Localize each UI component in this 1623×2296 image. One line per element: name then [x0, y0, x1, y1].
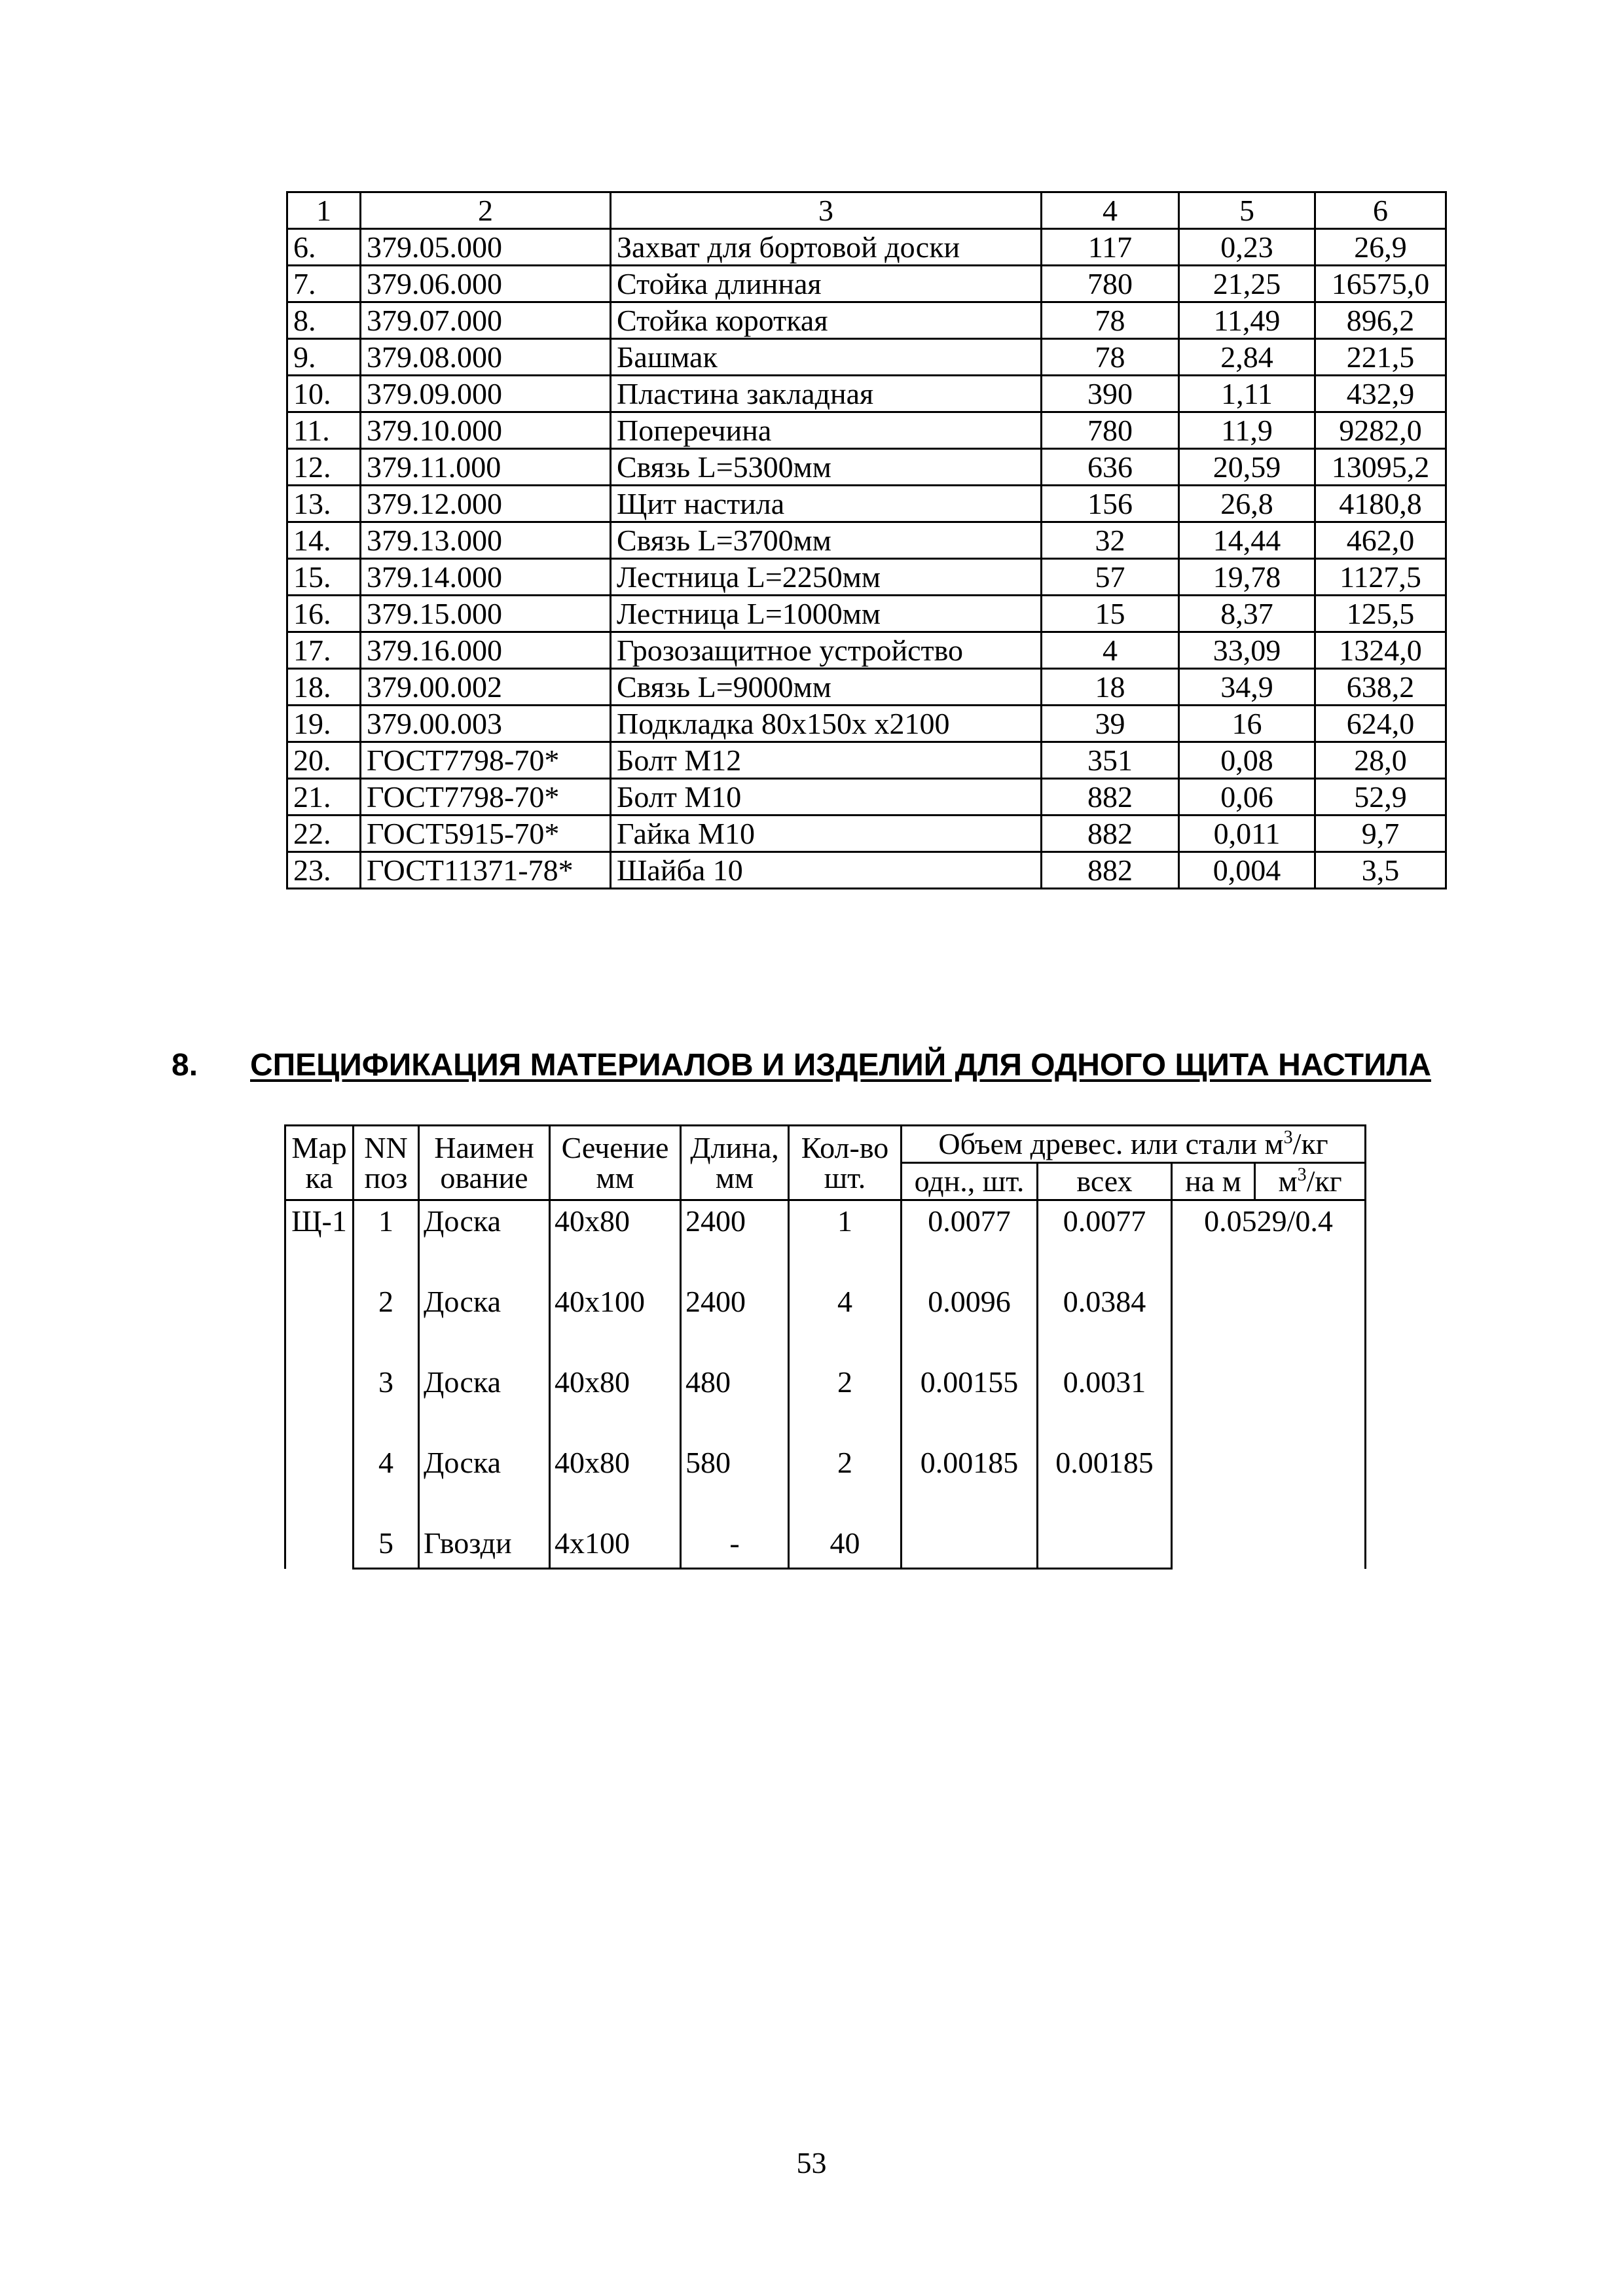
volume-total: 0.0077	[1038, 1200, 1172, 1282]
volume-per-unit: 0.00155	[902, 1362, 1038, 1443]
unit-mass: 0,004	[1179, 852, 1315, 889]
unit-mass: 8,37	[1179, 596, 1315, 632]
row-number: 17.	[287, 632, 361, 669]
position: 4	[354, 1443, 419, 1523]
item-name: Доска	[419, 1443, 550, 1523]
unit-mass: 20,59	[1179, 449, 1315, 486]
unit-mass: 2,84	[1179, 339, 1315, 376]
quantity: 4	[1042, 632, 1179, 669]
designation: ГОСТ5915-70*	[361, 816, 611, 852]
row-number: 21.	[287, 779, 361, 816]
table-row	[287, 449, 1446, 486]
designation: 379.12.000	[361, 486, 611, 522]
page-number: 53	[796, 2146, 827, 2179]
quantity: 2	[789, 1443, 902, 1523]
unit-mass: 16	[1179, 706, 1315, 742]
item-name: Доска	[419, 1200, 550, 1282]
quantity: 636	[1042, 449, 1179, 486]
designation: 379.07.000	[361, 302, 611, 339]
column-number: 1	[287, 192, 361, 229]
table2-header-row-1	[285, 1126, 1366, 1163]
designation: 379.00.003	[361, 706, 611, 742]
position: 1	[354, 1200, 419, 1282]
table-row	[287, 486, 1446, 522]
volume-per-unit	[902, 1523, 1038, 1569]
table-row	[287, 816, 1446, 852]
header-name: Наимен ование	[419, 1126, 550, 1200]
length: 580	[681, 1443, 789, 1523]
total-mass: 3,5	[1315, 852, 1446, 889]
unit-mass: 11,49	[1179, 302, 1315, 339]
unit-mass: 14,44	[1179, 522, 1315, 559]
row-number: 20.	[287, 742, 361, 779]
item-name: Стойка длинная	[611, 266, 1042, 302]
per-meter-value: 0.0529/0.4	[1172, 1200, 1366, 1569]
length: 2400	[681, 1200, 789, 1282]
total-mass: 432,9	[1315, 376, 1446, 412]
item-name: Шайба 10	[611, 852, 1042, 889]
quantity: 78	[1042, 339, 1179, 376]
table-header-row	[287, 192, 1446, 229]
item-name: Гайка М10	[611, 816, 1042, 852]
designation: 379.13.000	[361, 522, 611, 559]
position: 3	[354, 1362, 419, 1443]
designation: 379.09.000	[361, 376, 611, 412]
length: 2400	[681, 1282, 789, 1362]
quantity: 78	[1042, 302, 1179, 339]
quantity: 882	[1042, 852, 1179, 889]
table-row	[287, 302, 1446, 339]
unit-mass: 0,08	[1179, 742, 1315, 779]
table-row	[287, 339, 1446, 376]
item-name: Поперечина	[611, 412, 1042, 449]
row-number: 16.	[287, 596, 361, 632]
header-section: Сечение мм	[550, 1126, 681, 1200]
table-row	[287, 706, 1446, 742]
total-mass: 638,2	[1315, 669, 1446, 706]
cross-section: 4х100	[550, 1523, 681, 1569]
designation: ГОСТ7798-70*	[361, 742, 611, 779]
designation: ГОСТ7798-70*	[361, 779, 611, 816]
unit-mass: 0,011	[1179, 816, 1315, 852]
item-name: Связь L=9000мм	[611, 669, 1042, 706]
item-name: Башмак	[611, 339, 1042, 376]
quantity: 32	[1042, 522, 1179, 559]
quantity: 18	[1042, 669, 1179, 706]
unit-mass: 26,8	[1179, 486, 1315, 522]
column-number: 3	[611, 192, 1042, 229]
volume-per-unit: 0.0096	[902, 1282, 1038, 1362]
total-mass: 624,0	[1315, 706, 1446, 742]
row-number: 9.	[287, 339, 361, 376]
quantity: 156	[1042, 486, 1179, 522]
designation: ГОСТ11371-78*	[361, 852, 611, 889]
row-number: 8.	[287, 302, 361, 339]
item-name: Доска	[419, 1362, 550, 1443]
total-mass: 9,7	[1315, 816, 1446, 852]
table-row	[287, 596, 1446, 632]
total-mass: 9282,0	[1315, 412, 1446, 449]
section-heading	[172, 1047, 1481, 1083]
table-row	[287, 632, 1446, 669]
quantity: 15	[1042, 596, 1179, 632]
unit-mass: 0,23	[1179, 229, 1315, 266]
total-mass: 52,9	[1315, 779, 1446, 816]
parts-table	[286, 191, 1447, 889]
table-row	[287, 522, 1446, 559]
item-name: Стойка короткая	[611, 302, 1042, 339]
quantity: 780	[1042, 412, 1179, 449]
table-row	[287, 229, 1446, 266]
table-row	[287, 376, 1446, 412]
table-row	[287, 266, 1446, 302]
quantity: 390	[1042, 376, 1179, 412]
designation: 379.06.000	[361, 266, 611, 302]
item-name: Болт М10	[611, 779, 1042, 816]
item-name: Болт М12	[611, 742, 1042, 779]
header-m3kg: $м^3/кг$	[1255, 1163, 1366, 1200]
item-name: Лестница L=2250мм	[611, 559, 1042, 596]
quantity: 882	[1042, 779, 1179, 816]
cross-section: 40х80	[550, 1362, 681, 1443]
unit-mass: 0,06	[1179, 779, 1315, 816]
mark-cell: Щ-1	[285, 1200, 354, 1569]
quantity: 40	[789, 1523, 902, 1569]
total-mass: 1324,0	[1315, 632, 1446, 669]
column-number: 4	[1042, 192, 1179, 229]
row-number: 22.	[287, 816, 361, 852]
header-volume: Объем древес. или стали $м^3/кг$	[902, 1126, 1366, 1163]
header-mark: Мар ка	[285, 1126, 354, 1200]
quantity: 4	[789, 1282, 902, 1362]
designation: 379.10.000	[361, 412, 611, 449]
item-name: Щит настила	[611, 486, 1042, 522]
total-mass: 26,9	[1315, 229, 1446, 266]
designation: 379.15.000	[361, 596, 611, 632]
quantity: 117	[1042, 229, 1179, 266]
table-row	[287, 742, 1446, 779]
header-length: Длина, мм	[681, 1126, 789, 1200]
volume-total: 0.00185	[1038, 1443, 1172, 1523]
header-per-unit: одн., шт.	[902, 1163, 1038, 1200]
unit-mass: 21,25	[1179, 266, 1315, 302]
row-number: 14.	[287, 522, 361, 559]
total-mass: 896,2	[1315, 302, 1446, 339]
header-qty: Кол-во шт.	[789, 1126, 902, 1200]
total-mass: 221,5	[1315, 339, 1446, 376]
total-mass: 1127,5	[1315, 559, 1446, 596]
cross-section: 40х100	[550, 1282, 681, 1362]
column-number: 2	[361, 192, 611, 229]
quantity: 351	[1042, 742, 1179, 779]
quantity: 39	[1042, 706, 1179, 742]
spec-row	[285, 1200, 1366, 1282]
item-name: Доска	[419, 1282, 550, 1362]
length: 480	[681, 1362, 789, 1443]
quantity: 2	[789, 1362, 902, 1443]
row-number: 10.	[287, 376, 361, 412]
quantity: 1	[789, 1200, 902, 1282]
column-number: 6	[1315, 192, 1446, 229]
designation: 379.14.000	[361, 559, 611, 596]
table-row	[287, 559, 1446, 596]
item-name: Пластина закладная	[611, 376, 1042, 412]
row-number: 15.	[287, 559, 361, 596]
total-mass: 125,5	[1315, 596, 1446, 632]
quantity: 780	[1042, 266, 1179, 302]
row-number: 18.	[287, 669, 361, 706]
row-number: 19.	[287, 706, 361, 742]
item-name: Связь L=5300мм	[611, 449, 1042, 486]
row-number: 11.	[287, 412, 361, 449]
designation: 379.08.000	[361, 339, 611, 376]
position: 5	[354, 1523, 419, 1569]
item-name: Гвозди	[419, 1523, 550, 1569]
unit-mass: 1,11	[1179, 376, 1315, 412]
volume-total: 0.0384	[1038, 1282, 1172, 1362]
section-title: СПЕЦИФИКАЦИЯ МАТЕРИАЛОВ И ИЗДЕЛИЙ ДЛЯ ОДНОГО ЩИТА НАСТИЛА	[250, 1048, 1431, 1083]
item-name: Связь L=3700мм	[611, 522, 1042, 559]
row-number: 12.	[287, 449, 361, 486]
row-number: 13.	[287, 486, 361, 522]
section-number: 8.	[172, 1048, 198, 1083]
unit-mass: 19,78	[1179, 559, 1315, 596]
total-mass: 4180,8	[1315, 486, 1446, 522]
table-row	[287, 669, 1446, 706]
cross-section: 40х80	[550, 1443, 681, 1523]
total-mass: 16575,0	[1315, 266, 1446, 302]
item-name: Лестница L=1000мм	[611, 596, 1042, 632]
header-total: всех	[1038, 1163, 1172, 1200]
header-pos: NN поз	[354, 1126, 419, 1200]
volume-total: 0.0031	[1038, 1362, 1172, 1443]
position: 2	[354, 1282, 419, 1362]
length: -	[681, 1523, 789, 1569]
row-number: 6.	[287, 229, 361, 266]
column-number: 5	[1179, 192, 1315, 229]
materials-spec-table	[284, 1124, 1366, 1570]
row-number: 7.	[287, 266, 361, 302]
volume-per-unit: 0.0077	[902, 1200, 1038, 1282]
unit-mass: 33,09	[1179, 632, 1315, 669]
row-number: 23.	[287, 852, 361, 889]
designation: 379.11.000	[361, 449, 611, 486]
table-row	[287, 412, 1446, 449]
header-per-m: на м	[1172, 1163, 1255, 1200]
table-row	[287, 779, 1446, 816]
unit-mass: 11,9	[1179, 412, 1315, 449]
designation: 379.00.002	[361, 669, 611, 706]
total-mass: 28,0	[1315, 742, 1446, 779]
item-name: Подкладка 80х150х х2100	[611, 706, 1042, 742]
item-name: Грозозащитное устройство	[611, 632, 1042, 669]
quantity: 882	[1042, 816, 1179, 852]
volume-per-unit: 0.00185	[902, 1443, 1038, 1523]
table-row	[287, 852, 1446, 889]
item-name: Захват для бортовой доски	[611, 229, 1042, 266]
total-mass: 462,0	[1315, 522, 1446, 559]
designation: 379.05.000	[361, 229, 611, 266]
total-mass: 13095,2	[1315, 449, 1446, 486]
designation: 379.16.000	[361, 632, 611, 669]
cross-section: 40х80	[550, 1200, 681, 1282]
quantity: 57	[1042, 559, 1179, 596]
volume-total	[1038, 1523, 1172, 1569]
unit-mass: 34,9	[1179, 669, 1315, 706]
